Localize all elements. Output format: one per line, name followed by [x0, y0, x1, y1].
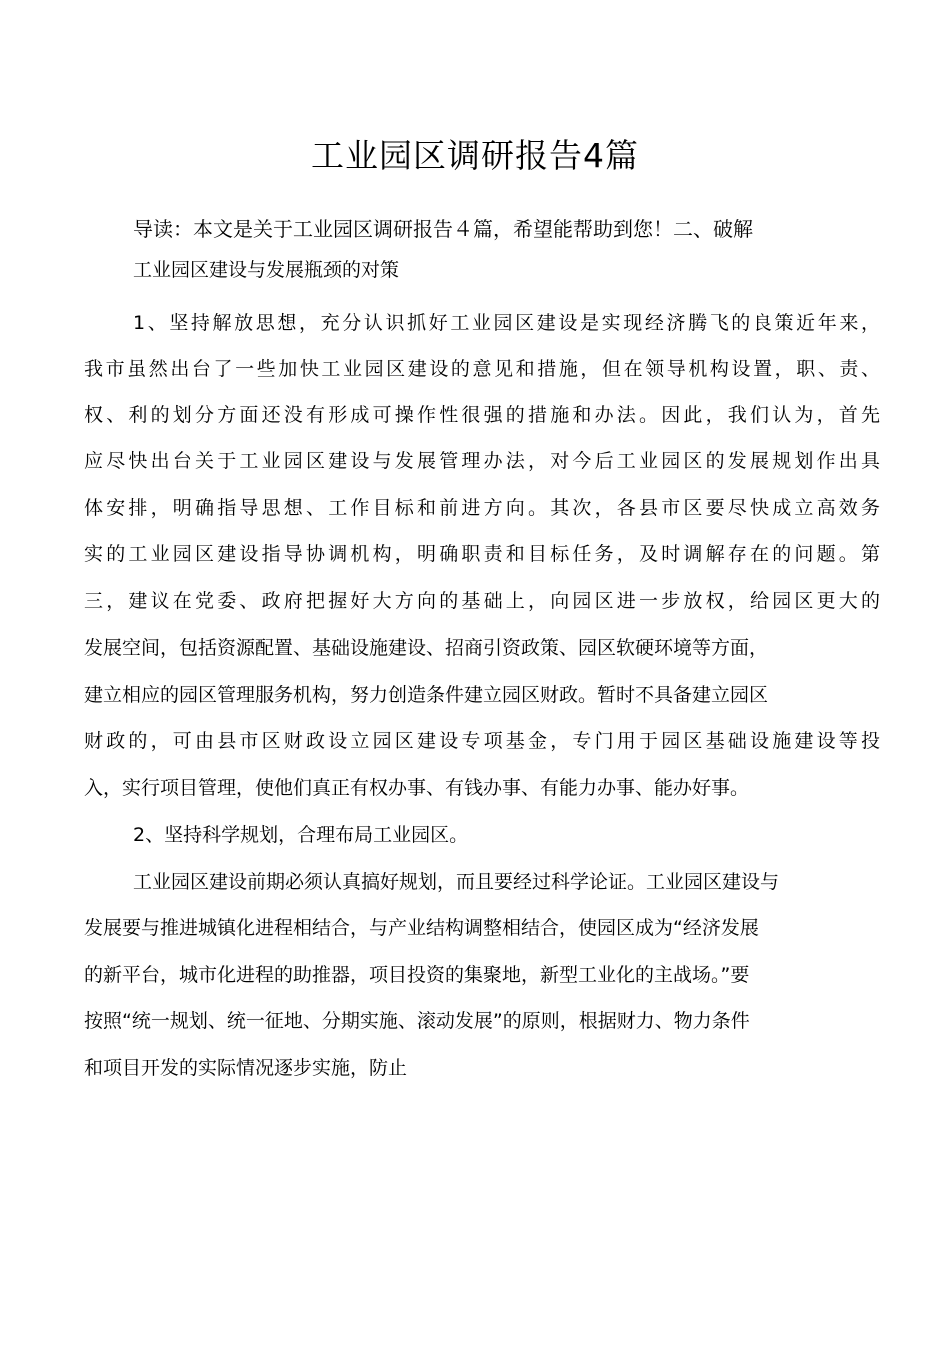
paragraph-line: 的新平台，城市化进程的助推器，项目投资的集聚地，新型工业化的主战场。”要	[84, 964, 750, 986]
paragraph-line: 我市虽然出台了一些加快工业园区建设的意见和措施，但在领导机构设置，职、责、	[84, 358, 880, 380]
paragraph-line: 1、坚持解放思想，充分认识抓好工业园区建设是实现经济腾飞的良策近年来，	[133, 312, 880, 334]
intro-text: 导读：本文是关于工业园区调研报告４篇，希望能帮助到您！	[133, 217, 673, 241]
paragraph-line: 建立相应的园区管理服务机构，努力创造条件建立园区财政。暂时不具备建立园区	[84, 684, 769, 706]
intro-paragraph	[133, 208, 753, 250]
paragraph-line: 工业园区建设前期必须认真搞好规划，而且要经过科学论证。工业园区建设与	[133, 871, 780, 893]
paragraph-line: 三，建议在党委、政府把握好大方向的基础上，向园区进一步放权，给园区更大的	[84, 590, 880, 612]
paragraph-line: 应尽快出台关于工业园区建设与发展管理办法，对今后工业园区的发展规划作出具	[84, 450, 880, 472]
section-heading: 工业园区建设与发展瓶颈的对策	[133, 259, 400, 281]
section-heading: 2、坚持科学规划，合理布局工业园区。	[133, 824, 469, 846]
paragraph-line: 体安排，明确指导思想、工作目标和前进方向。其次，各县市区要尽快成立高效务	[84, 497, 880, 519]
paragraph-line: 和项目开发的实际情况逐步实施，防止	[84, 1057, 408, 1079]
paragraph-line: 权、利的划分方面还没有形成可操作性很强的措施和办法。因此，我们认为，首先	[84, 404, 880, 426]
paragraph-line: 发展空间，包括资源配置、基础设施建设、招商引资政策、园区软硬环境等方面，	[84, 637, 769, 659]
paragraph-line: 按照“统一规划、统一征地、分期实施、滚动发展”的原则，根据财力、物力条件	[84, 1010, 750, 1032]
document-title: 工业园区调研报告4篇	[311, 136, 639, 175]
paragraph-line: 财政的，可由县市区财政设立园区建设专项基金，专门用于园区基础设施建设等投	[84, 730, 880, 752]
paragraph-line: 实的工业园区建设指导协调机构，明确职责和目标任务，及时调解存在的问题。第	[84, 543, 880, 565]
paragraph-line: 入，实行项目管理，使他们真正有权办事、有钱办事、有能力办事、能办好事。	[84, 777, 750, 799]
paragraph-line: 发展要与推进城镇化进程相结合，与产业结构调整相结合，使园区成为“经济发展	[84, 917, 759, 939]
intro-text-continued: 二、破解	[673, 217, 753, 241]
